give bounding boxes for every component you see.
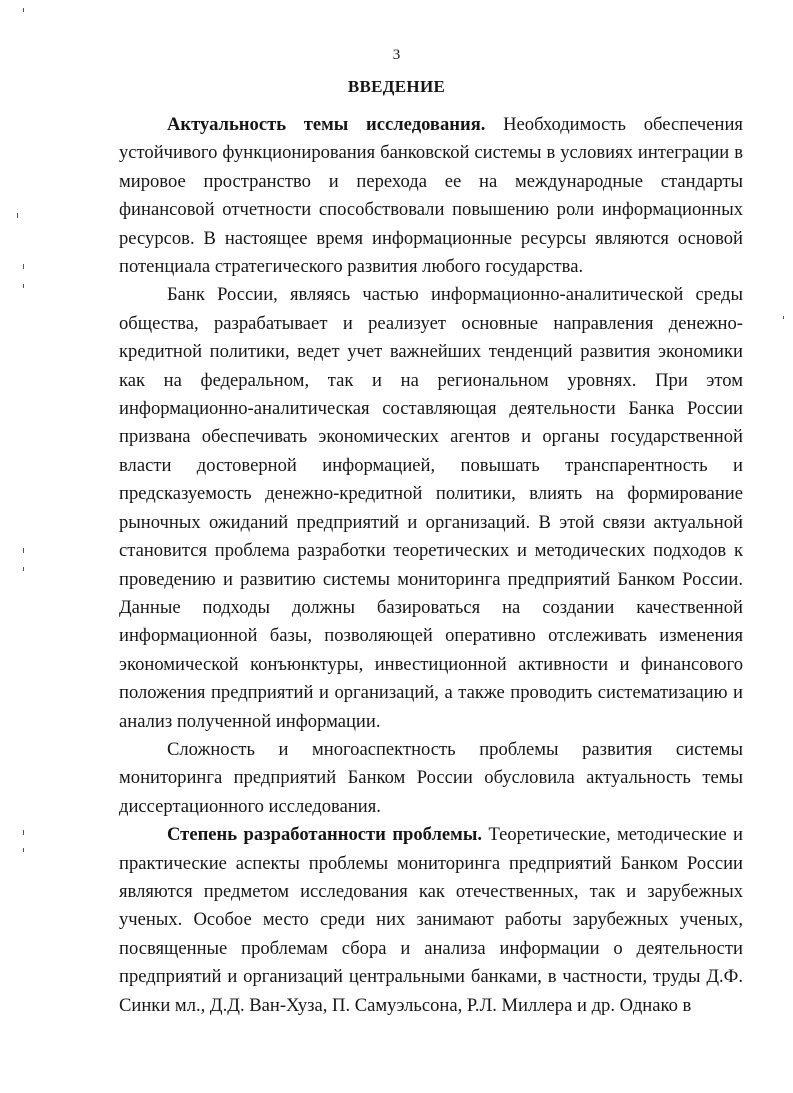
scan-mark	[23, 284, 24, 288]
paragraph-lead: Степень разработанности проблемы.	[167, 824, 483, 846]
paragraph-lead: Актуальность темы исследования.	[167, 114, 486, 135]
paragraph-complexity	[119, 736, 743, 821]
scan-mark	[23, 830, 24, 835]
scan-mark	[23, 8, 24, 12]
scan-mark	[17, 213, 18, 218]
scan-mark	[783, 316, 784, 319]
scan-mark	[23, 548, 24, 553]
body-text	[119, 111, 743, 1020]
page-title: ВВЕДЕНИЕ	[347, 77, 446, 96]
page-number: 3	[392, 47, 401, 63]
scan-mark	[23, 264, 24, 269]
paragraph-relevance	[119, 111, 743, 281]
paragraph-bank-of-russia	[119, 281, 743, 736]
paragraph-text: Сложность и многоаспектность проблемы развития системы мониторинга предприятий Банком России обусловила актуальность темы диссертационного исследования.	[119, 738, 743, 817]
paragraph-text: Необходимость обеспечения устойчивого функционирования банковской системы в условиях интеграции в мировое пространство и перехода ее на международные стандарты финансовой отчетности способствовали повышению роли информационных ресурсов. В настоящее время информационные ресурсы являются основой потенциала стратегического развития любого государства.	[119, 114, 743, 278]
paragraph-text: Банк России, являясь частью информационно-аналитической среды общества, разрабатывает и реализует основные направления денежно-кредитной политики, ведет учет важнейших тенденций развития экономики как на федеральном, так и на региональном уровнях. При этом информационно-аналитическая составляющая деятельности Банка России призвана обеспечивать экономических агентов и органы государственной власти достоверной информацией, повышать транспарентность и предсказуемость денежно-кредитной политики, влиять на формирование рыночных ожиданий предприятий и организаций. В этой связи актуальной становится проблема разработки теоретических и методических подходов к проведению и развитию системы мониторинга предприятий Банком России. Данные подходы должны базироваться на создании качественной информационной базы, позволяющей оперативно отслеживать изменения экономической конъюнктуры, инвестиционной активности и финансового положения предприятий и организаций, а также проводить систематизацию и анализ полученной информации.	[119, 284, 743, 732]
paragraph-development-degree	[119, 821, 743, 1020]
paragraph-text: Теоретические, методические и практические аспекты проблемы мониторинга предприятий Банком России являются предметом исследования как отечественных, так и зарубежных ученых. Особое место среди них занимают работы зарубежных ученых, посвященные проблемам сбора и анализа информации о деятельности предприятий и организаций центральными банками, в частности, труды Д.Ф. Синки мл., Д.Д. Ван-Хуза, П. Самуэльсона, Р.Л. Миллера и др. Однако в	[119, 824, 743, 1016]
scan-mark	[23, 848, 24, 852]
scan-mark	[23, 567, 24, 571]
